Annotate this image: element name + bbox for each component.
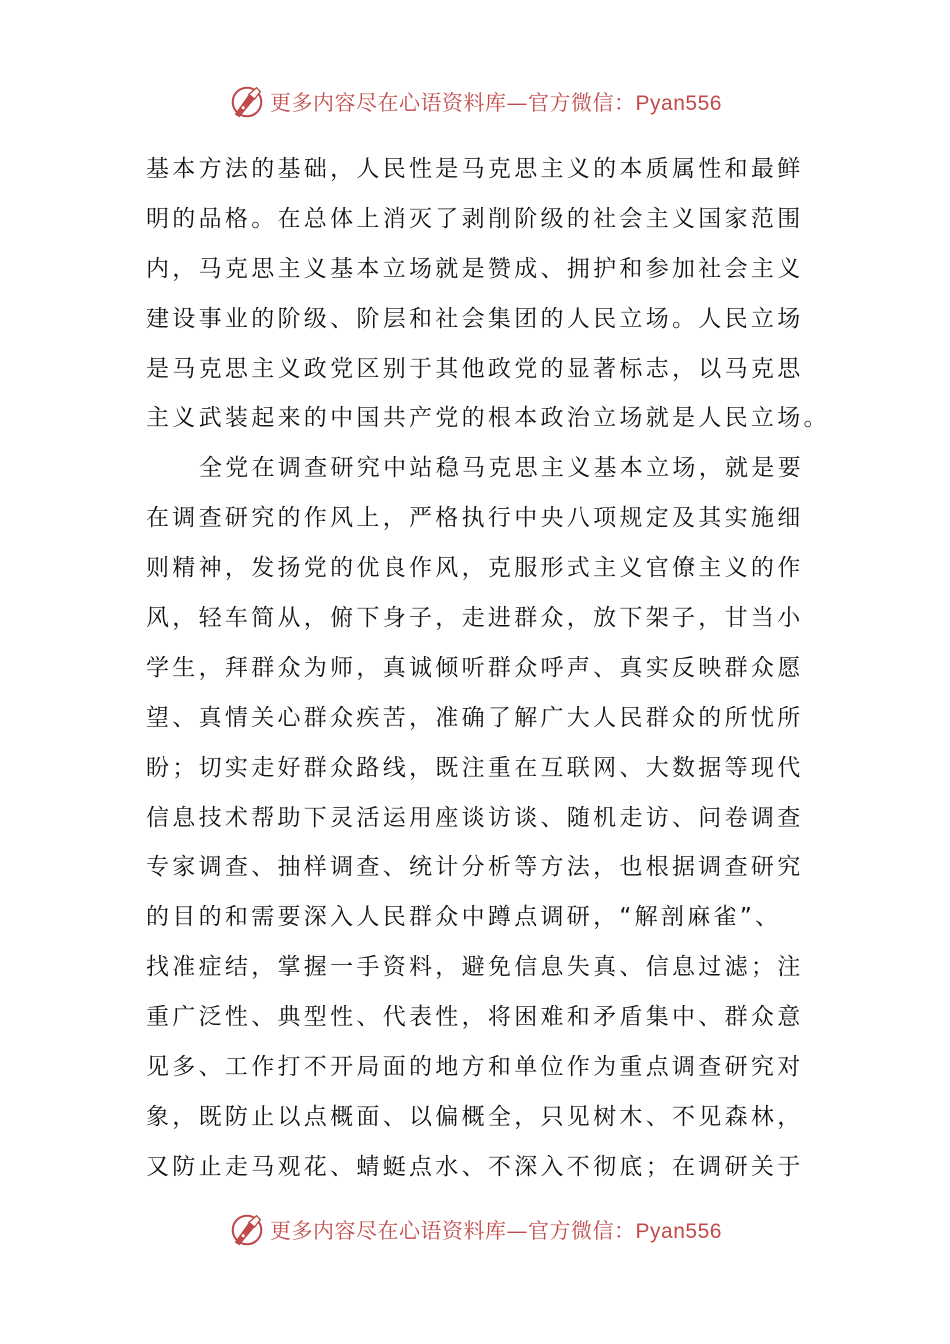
footer-wechat-id: Pyan556 [635,1220,722,1243]
text-line: 找准症结，掌握一手资料，避免信息失真、信息过滤；注 [146,954,804,981]
header-banner [0,82,950,122]
footer-banner-text [270,1215,722,1245]
footer-banner-label: 更多内容尽在心语资料库—官方微信： [270,1219,636,1243]
text-line: 则精神，发扬党的优良作风，克服形式主义官僚主义的作 [146,555,804,582]
text-line: 的目的和需要深入人民群众中蹲点调研，“解剖麻雀”、 [146,904,782,931]
text-line: 在调查研究的作风上，严格执行中央八项规定及其实施细 [146,505,804,532]
text-line: 建设事业的阶级、阶层和社会集团的人民立场。人民立场 [146,305,804,332]
text-line: 象，既防止以点概面、以偏概全，只见树木、不见森林， [146,1103,804,1130]
text-line: 重广泛性、典型性、代表性，将困难和矛盾集中、群众意 [146,1004,804,1031]
header-banner-label: 更多内容尽在心语资料库—官方微信： [270,91,636,115]
header-banner-text [270,87,722,117]
header-wechat-id: Pyan556 [635,92,722,115]
pen-nib-logo-icon [228,83,266,121]
text-line: 内，马克思主义基本立场就是赞成、拥护和参加社会主义 [146,255,804,282]
text-line: 专家调查、抽样调查、统计分析等方法，也根据调查研究 [146,854,804,881]
text-line: 主义武装起来的中国共产党的根本政治立场就是人民立场。 [146,405,830,432]
text-line: 望、真情关心群众疾苦，准确了解广大人民群众的所忧所 [146,704,804,731]
text-line: 盼；切实走好群众路线，既注重在互联网、大数据等现代 [146,754,804,781]
document-body [146,145,830,1193]
text-line: 见多、工作打不开局面的地方和单位作为重点调查研究对 [146,1054,804,1081]
text-line: 又防止走马观花、蜻蜓点水、不深入不彻底；在调研关于 [146,1153,804,1180]
pen-nib-logo-icon [228,1211,266,1249]
text-line: 全党在调查研究中站稳马克思主义基本立场，就是要 [199,455,804,482]
text-line: 明的品格。在总体上消灭了剥削阶级的社会主义国家范围 [146,205,804,232]
text-line: 是马克思主义政党区别于其他政党的显著标志，以马克思 [146,355,804,382]
text-line: 基本方法的基础，人民性是马克思主义的本质属性和最鲜 [146,156,804,182]
footer-banner [0,1210,950,1250]
text-line: 学生，拜群众为师，真诚倾听群众呼声、真实反映群众愿 [146,654,804,681]
text-line: 风，轻车简从，俯下身子，走进群众，放下架子，甘当小 [146,605,804,632]
text-line: 信息技术帮助下灵活运用座谈访谈、随机走访、问卷调查 [146,804,804,831]
